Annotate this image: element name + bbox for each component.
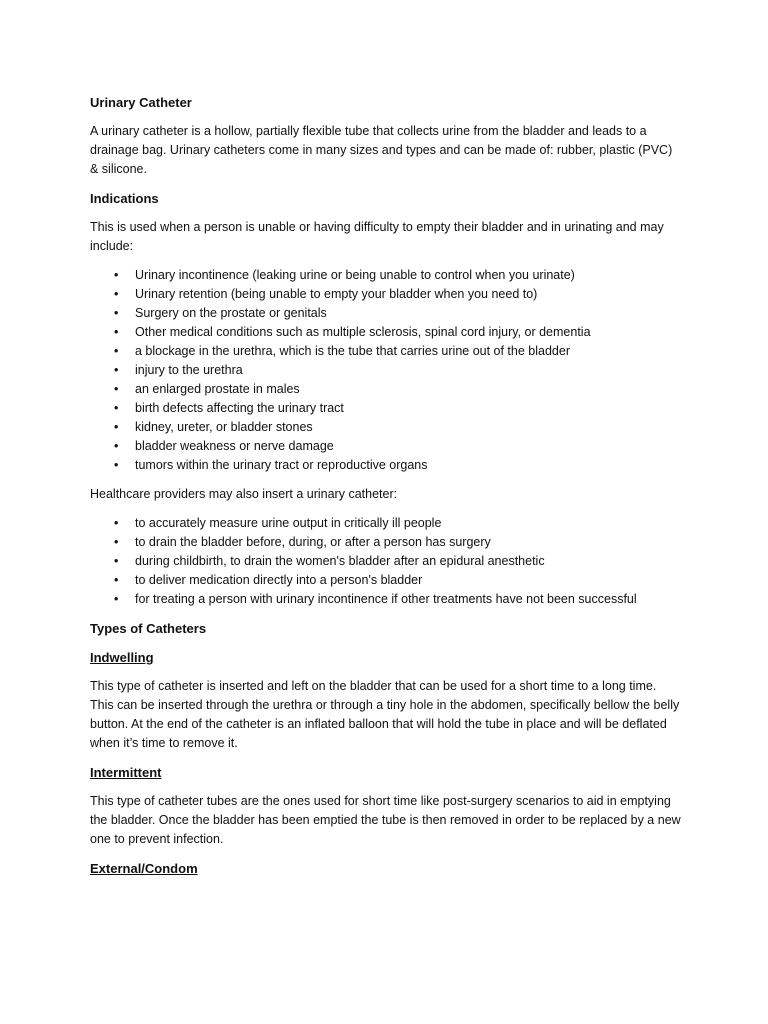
bullet-icon: • [114, 439, 119, 453]
bullet-icon: • [114, 344, 119, 358]
bullet-icon: • [114, 401, 119, 415]
list-item-text: birth defects affecting the urinary tract [135, 401, 344, 415]
bullet-icon: • [114, 420, 119, 434]
indications-heading: Indications [90, 191, 159, 206]
list-item [90, 361, 682, 380]
indications-list [90, 266, 682, 475]
list-item [90, 380, 682, 399]
list-item [90, 285, 682, 304]
providers-paragraph: Healthcare providers may also insert a urinary catheter: [90, 487, 398, 501]
list-item-text: to deliver medication directly into a person's bladder [135, 573, 423, 587]
list-item [90, 266, 682, 285]
list-item-text: a blockage in the urethra, which is the tube that carries urine out of the bladder [135, 344, 570, 358]
indwelling-heading: Indwelling [90, 650, 154, 665]
list-item-text: Urinary incontinence (leaking urine or being unable to control when you urinate) [135, 268, 575, 282]
document-title: Urinary Catheter [90, 95, 192, 110]
list-item-text: Other medical conditions such as multiple sclerosis, spinal cord injury, or dementia [135, 325, 591, 339]
providers-list [90, 514, 682, 609]
list-item-text: tumors within the urinary tract or reproductive organs [135, 458, 428, 472]
bullet-icon: • [114, 268, 119, 282]
bullet-icon: • [114, 554, 119, 568]
list-item-text: bladder weakness or nerve damage [135, 439, 334, 453]
bullet-icon: • [114, 287, 119, 301]
list-item [90, 399, 682, 418]
indications-paragraph: This is used when a person is unable or having difficulty to empty their bladder and in urinating and may include: [90, 220, 664, 253]
list-item [90, 514, 682, 533]
list-item-text: Surgery on the prostate or genitals [135, 306, 327, 320]
intermittent-paragraph: This type of catheter tubes are the ones used for short time like post-surgery scenarios to aid in emptying the bladder. Once the bladder has been emptied the tube is then removed in order to be replaced by a new one to prevent infection. [90, 794, 681, 846]
bullet-icon: • [114, 592, 119, 606]
list-item [90, 552, 682, 571]
list-item [90, 571, 682, 590]
bullet-icon: • [114, 458, 119, 472]
bullet-icon: • [114, 382, 119, 396]
list-item-text: to drain the bladder before, during, or after a person has surgery [135, 535, 491, 549]
external-condom-heading: External/Condom [90, 861, 198, 876]
list-item [90, 418, 682, 437]
document-page [90, 93, 682, 888]
bullet-icon: • [114, 535, 119, 549]
intro-paragraph: A urinary catheter is a hollow, partially flexible tube that collects urine from the bladder and leads to a drainage bag. Urinary catheters come in many sizes and types and can be made of: rubber, plastic (PVC) & silicone. [90, 124, 673, 176]
bullet-icon: • [114, 363, 119, 377]
list-item-text: to accurately measure urine output in critically ill people [135, 516, 442, 530]
bullet-icon: • [114, 306, 119, 320]
intermittent-heading: Intermittent [90, 765, 162, 780]
indwelling-paragraph: This type of catheter is inserted and left on the bladder that can be used for a short time to a long time. This can be inserted through the urethra or through a tiny hole in the abdomen, specifically bellow the belly button. At the end of the catheter is an inflated balloon that will hold the tube in place and will be deflated when it’s time to remove it. [90, 679, 680, 750]
list-item [90, 323, 682, 342]
bullet-icon: • [114, 325, 119, 339]
list-item [90, 456, 682, 475]
list-item [90, 304, 682, 323]
bullet-icon: • [114, 516, 119, 530]
list-item-text: Urinary retention (being unable to empty your bladder when you need to) [135, 287, 538, 301]
list-item-text: during childbirth, to drain the women's bladder after an epidural anesthetic [135, 554, 545, 568]
list-item-text: injury to the urethra [135, 363, 243, 377]
bullet-icon: • [114, 573, 119, 587]
list-item [90, 437, 682, 456]
list-item-text: kidney, ureter, or bladder stones [135, 420, 313, 434]
list-item [90, 533, 682, 552]
list-item-text: an enlarged prostate in males [135, 382, 300, 396]
list-item-text: for treating a person with urinary incontinence if other treatments have not been successful [135, 592, 637, 606]
list-item [90, 342, 682, 361]
types-heading: Types of Catheters [90, 621, 207, 636]
list-item [90, 590, 682, 609]
